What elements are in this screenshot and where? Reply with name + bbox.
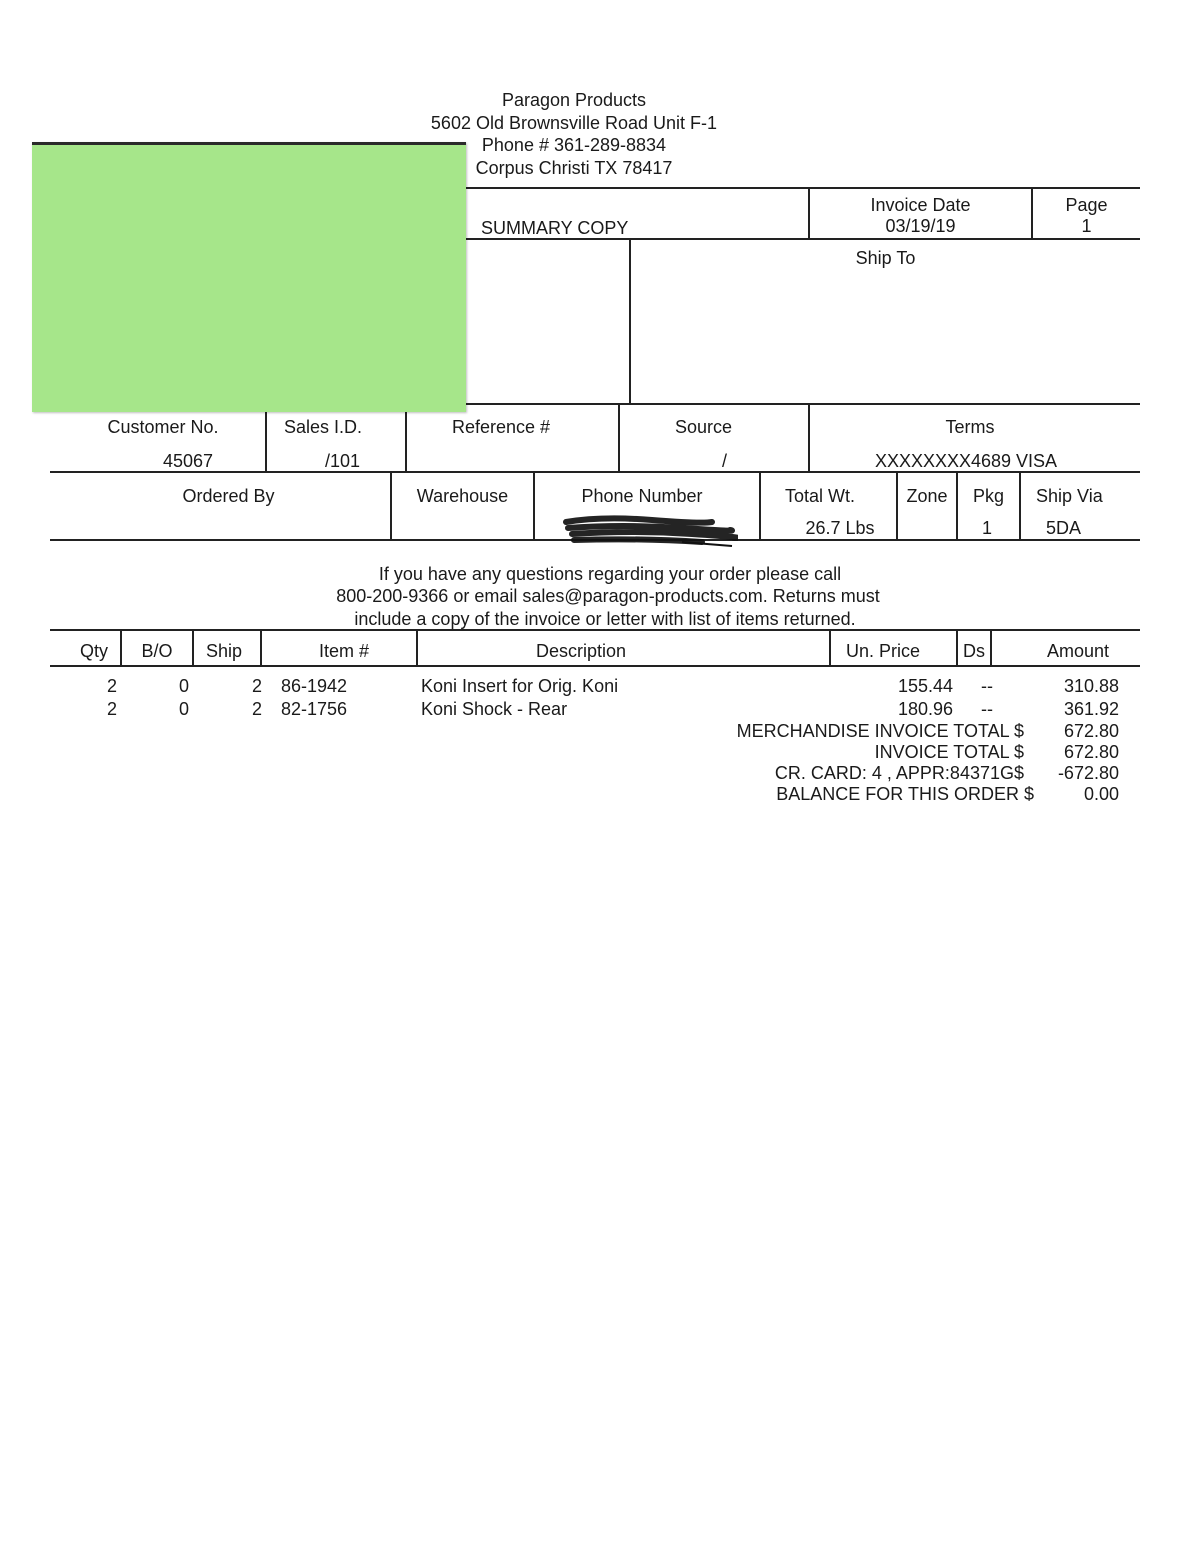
company-name: Paragon Products xyxy=(501,90,647,110)
total-wt-label: Total Wt. xyxy=(784,486,855,506)
customer-no-label: Customer No. xyxy=(107,417,219,437)
item-description: Koni Insert for Orig. Koni xyxy=(421,676,619,696)
invoice-total: 672.80 xyxy=(1063,742,1119,762)
copy-label: SUMMARY COPY xyxy=(481,218,629,238)
zone-label: Zone xyxy=(906,486,948,506)
notice-line-1: If you have any questions regarding your order please call xyxy=(378,564,842,584)
notice-line-3: include a copy of the invoice or letter with list of items returned. xyxy=(354,609,856,629)
page-label: Page xyxy=(1065,195,1108,215)
col-description-header: Description xyxy=(535,641,627,661)
col-ship-header: Ship xyxy=(205,641,243,661)
invoice-date: 03/19/19 xyxy=(885,216,956,236)
company-address: 5602 Old Brownsville Road Unit F-1 xyxy=(430,113,718,133)
phone-number-label: Phone Number xyxy=(581,486,703,506)
ship-to-label: Ship To xyxy=(855,248,916,268)
item-unit-price: 180.96 xyxy=(897,699,953,719)
sticky-note xyxy=(32,142,466,412)
item-number: 86-1942 xyxy=(281,676,348,696)
reference-label: Reference # xyxy=(451,417,551,437)
notice-line-2: 800-200-9366 or email sales@paragon-products.com. Returns must xyxy=(336,586,880,606)
items-top-rule xyxy=(50,629,1140,631)
customer-no: 45067 xyxy=(163,451,214,471)
invoice-date-label: Invoice Date xyxy=(870,195,971,215)
item-qty: 2 xyxy=(106,699,117,719)
pkg-label: Pkg xyxy=(972,486,1005,506)
pkg-value: 1 xyxy=(981,518,992,538)
item-amount: 310.88 xyxy=(1063,676,1119,696)
source-value: / xyxy=(722,451,728,471)
company-phone: Phone # 361-289-8834 xyxy=(481,135,667,155)
item-description: Koni Shock - Rear xyxy=(421,699,568,719)
item-unit-price: 155.44 xyxy=(897,676,953,696)
col-qty-header: Qty xyxy=(79,641,108,661)
card-payment-label: CR. CARD: 4 , APPR:84371G$ xyxy=(774,763,1024,783)
item-amount: 361.92 xyxy=(1063,699,1119,719)
page-number: 1 xyxy=(1081,216,1092,236)
ordered-by-label: Ordered By xyxy=(182,486,275,506)
col-amount-header: Amount xyxy=(1046,641,1110,661)
col-item-header: Item # xyxy=(318,641,370,661)
redacted-phone-scribble xyxy=(562,512,738,548)
balance-value: 0.00 xyxy=(1083,784,1119,804)
sales-id: /101 xyxy=(325,451,361,471)
ship-via-label: Ship Via xyxy=(1036,486,1103,506)
merch-total: 672.80 xyxy=(1063,721,1119,741)
item-bo: 0 xyxy=(178,699,189,719)
card-payment: -672.80 xyxy=(1057,763,1119,783)
terms-label: Terms xyxy=(945,417,995,437)
item-ship: 2 xyxy=(251,699,262,719)
balance-label: BALANCE FOR THIS ORDER $ xyxy=(776,784,1034,804)
info-row1-top-rule xyxy=(466,403,1140,405)
item-ds: -- xyxy=(981,699,993,719)
source-label: Source xyxy=(674,417,733,437)
item-bo: 0 xyxy=(178,676,189,696)
item-number: 82-1756 xyxy=(281,699,348,719)
col-price-header: Un. Price xyxy=(845,641,921,661)
merch-total-label: MERCHANDISE INVOICE TOTAL $ xyxy=(736,721,1024,741)
total-wt: 26.7 Lbs xyxy=(805,518,875,538)
item-ds: -- xyxy=(981,676,993,696)
terms-value: XXXXXXXX4689 VISA xyxy=(874,451,1058,471)
warehouse-label: Warehouse xyxy=(416,486,509,506)
ship-via: 5DA xyxy=(1046,518,1082,538)
header-top-rule xyxy=(466,187,1140,189)
sales-id-label: Sales I.D. xyxy=(283,417,363,437)
invoice-total-label: INVOICE TOTAL $ xyxy=(874,742,1024,762)
company-city: Corpus Christi TX 78417 xyxy=(475,158,673,178)
items-header-rule xyxy=(50,665,1140,667)
info-divider xyxy=(618,404,620,472)
col-ds-header: Ds xyxy=(963,641,985,661)
col-bo-header: B/O xyxy=(141,641,173,661)
item-ship: 2 xyxy=(251,676,262,696)
info-divider xyxy=(1019,473,1021,540)
item-qty: 2 xyxy=(106,676,117,696)
